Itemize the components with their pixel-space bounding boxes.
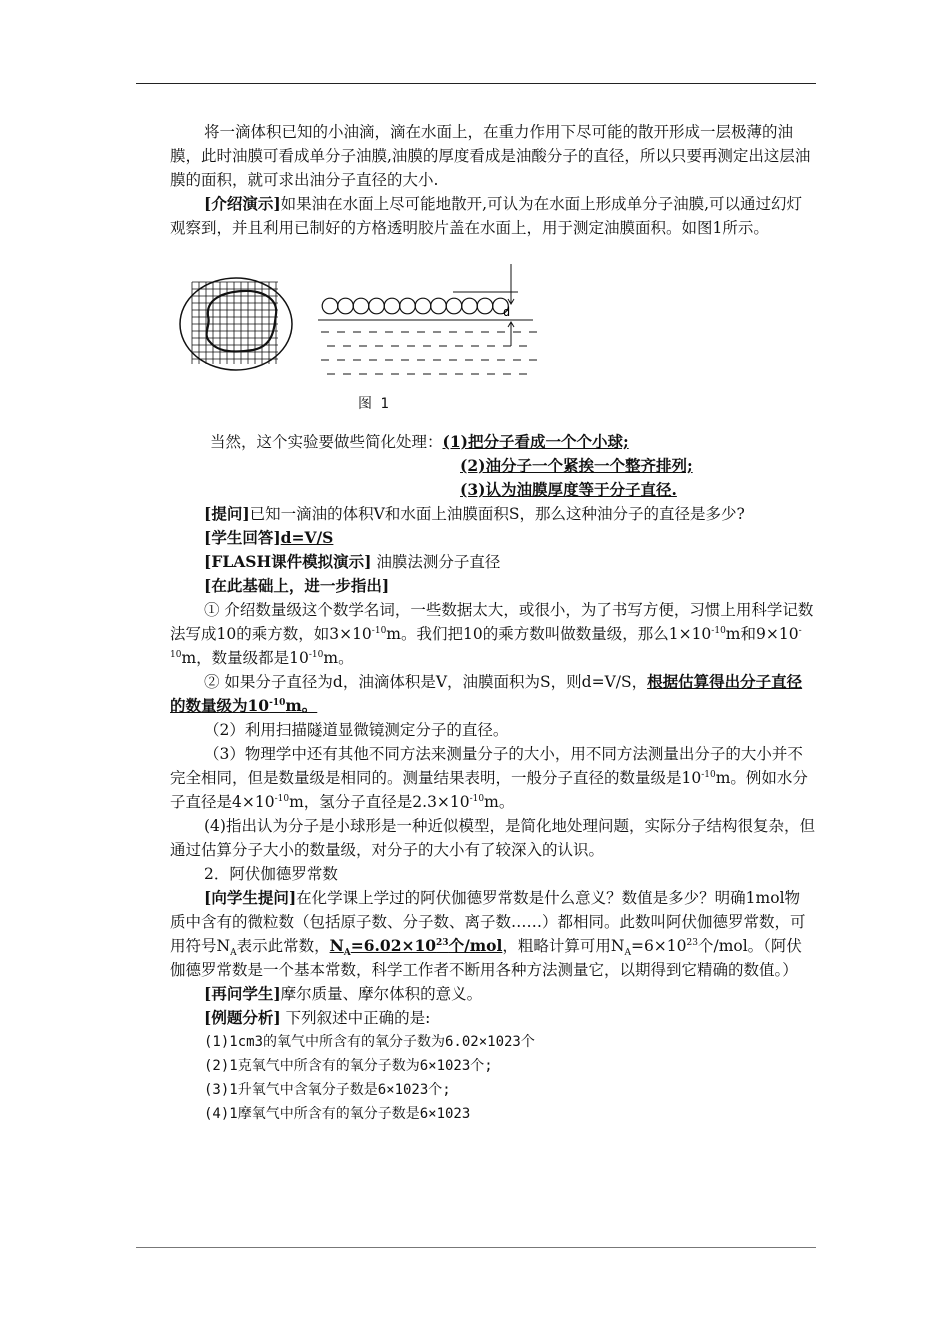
demo-text: 如果油在水面上尽可能地散开,可认为在水面上形成单分子油膜,可以通过幻灯观察到，并且利用已制好的方格透明胶片盖在水面上，用于测定油膜面积。如图1所示。 [170,195,803,237]
footer-rule [136,1247,816,1248]
again-paragraph: [再问学生]摩尔质量、摩尔体积的意义。 [204,984,483,1003]
oil-film-diagram [178,264,558,394]
molecule-circle [322,298,338,314]
label-d: d [503,305,511,319]
flash-text: 油膜法测分子直径 [371,553,501,571]
demo-tag: [介绍演示] [204,194,281,213]
example-paragraph: [例题分析] 下列叙述中正确的是: [204,1008,431,1027]
avogadro-heading: 2．阿伏伽德罗常数 [204,865,338,883]
point-1: ① 介绍数量级这个数学名词，一些数据太大，或很小，为了书写方便，习惯上用科学记数法写成10的乘方数，如$3\times 10^{-10}m$。我们把10的乘方数叫做数量级，那么$1\times 10^{-10}m$和$9\times 10^{-10}m$，数量级都是$10^{-10}m$。 [170,601,814,667]
simplify-line-3 [170,478,815,502]
point-2: ② 如果分子直径为d，油滴体积是V，油膜面积为S，则d=V/S，根据估算得出分子直径的数量级为$10^{-10}m$。 [170,672,803,715]
example-options [170,1030,815,1126]
question-text: 已知一滴油的体积V和水面上油膜面积S，那么这种油分子的直径是多少? [249,505,745,523]
flash-tag: [FLASH课件模拟演示] [204,552,372,571]
option-3: (3)1升氧气中含氧分子数是6×1023个; [204,1082,451,1098]
further-paragraph [170,574,815,598]
header-rule [136,83,816,84]
molecule-circle [431,298,447,314]
molecule-circle [462,298,478,314]
demo-paragraph [170,192,815,240]
point-4: （3）物理学中还有其他不同方法来测量分子的大小，用不同方法测量出分子的大小并不完全相同，但是数量级是相同的。测量结果表明，一般分子直径的数量级是$10^{-10}m$。例如水分子直径是$4\times 10^{-10}m$，氢分子直径是$2.3\times 10^{-10}m$。 [170,745,808,811]
avogadro-paragraph: [向学生提问]在化学课上学过的阿伏伽德罗常数是什么意义？数值是多少？明确1mol物质中含有的微粒数（包括原子数、分子数、离子数……）都相同。此数叫阿伏伽德罗常数，可用符号$N_A$表示此常数，$N_A=6.02\times 10^{23}$个/mol，粗略计算可用$N_A=6\times 10^{23}$个/mol。（阿伏伽德罗常数是一个基本常数，科学工作者不断用各种方法测量它，以期得到它精确的数值。） [170,888,806,979]
point-3: （2）利用扫描隧道显微镜测定分子的直径。 [204,721,509,739]
simplify-item-2: (2)油分子一个紧挨一个整齐排列; [460,456,693,475]
molecule-circle [477,298,493,314]
molecule-circle [415,298,431,314]
option-1: (1)1cm3的氧气中所含有的氧分子数为6.02×1023个 [204,1034,535,1050]
further-tag: [在此基础上，进一步指出] [204,576,390,595]
simplify-line-1 [170,430,815,454]
simplify-item-1: (1)把分子看成一个个小球; [442,432,629,451]
answer-tag: [学生回答] [204,528,281,547]
intro-paragraph: 将一滴体积已知的小油滴，滴在水面上，在重力作用下尽可能的散开形成一层极薄的油膜，此时油膜可看成单分子油膜,油膜的厚度看成是油酸分子的直径，所以只要再测定出这层油膜的面积，就可求出油分子直径的大小. [170,123,811,189]
simplify-line-2 [170,454,815,478]
molecule-circle [338,298,354,314]
molecule-circle [353,298,369,314]
molecule-circle [446,298,462,314]
flash-paragraph [170,550,815,574]
answer-paragraph [170,526,815,550]
figure-1 [170,250,815,418]
molecule-circle [384,298,400,314]
point-5: (4)指出认为分子是小球形是一种近似模型，是简化地处理问题，实际分子结构很复杂，但通过估算分子大小的数量级，对分子的大小有了较深入的认识。 [170,817,815,859]
simplification-list [170,430,815,502]
document-body [170,120,815,1126]
simplify-item-3: (3)认为油膜厚度等于分子直径. [460,480,677,499]
molecule-row [322,298,508,314]
option-4: (4)1摩氧气中所含有的氧分子数是6×1023 [204,1106,471,1122]
question-paragraph [170,502,815,526]
question-tag: [提问] [204,504,250,523]
molecule-circle [400,298,416,314]
simplify-lead: 当然，这个实验要做些简化处理： [210,433,443,451]
molecule-circle [369,298,385,314]
option-2: (2)1克氧气中所含有的氧分子数为6×1023个; [204,1058,493,1074]
answer-formula: d=V/S [280,528,334,547]
water-dashes [321,332,537,374]
figure-caption: 图 1 [358,396,389,412]
